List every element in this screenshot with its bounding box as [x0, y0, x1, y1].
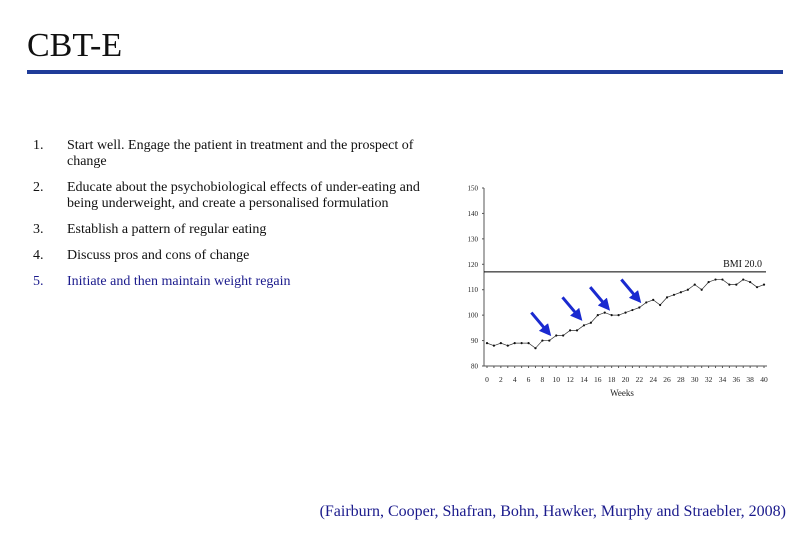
- x-tick-label: 28: [677, 375, 685, 384]
- arrow-icon: [621, 280, 637, 299]
- y-tick-label: 80: [471, 362, 478, 371]
- data-point: [708, 281, 710, 283]
- x-tick-label: 14: [580, 375, 588, 384]
- y-tick-label: 120: [467, 260, 478, 269]
- item-text: Discuss pros and cons of change: [67, 248, 250, 263]
- x-tick-label: 10: [552, 375, 560, 384]
- item-number: 4.: [33, 248, 44, 263]
- data-point: [514, 342, 516, 344]
- x-tick-label: 26: [663, 375, 671, 384]
- x-tick-label: 16: [594, 375, 602, 384]
- x-tick-label: 0: [485, 375, 489, 384]
- data-point: [617, 314, 619, 316]
- arrow-icon: [562, 297, 578, 316]
- arrow-icon: [590, 287, 606, 306]
- data-point: [597, 314, 599, 316]
- data-point: [742, 278, 744, 280]
- item-text: Start well. Engage the patient in treatment and the prospect of change: [67, 138, 414, 169]
- data-point: [521, 342, 523, 344]
- data-point: [507, 345, 509, 347]
- item-text: Educate about the psychobiological effects of under-eating and being underweight, and create a personalised formulation: [67, 180, 420, 211]
- data-point: [576, 329, 578, 331]
- data-point: [548, 339, 550, 341]
- data-point: [493, 345, 495, 347]
- data-point: [673, 294, 675, 296]
- x-tick-label: 34: [718, 375, 727, 384]
- data-point: [666, 296, 668, 298]
- data-point: [659, 304, 661, 306]
- data-point: [486, 342, 488, 344]
- data-point: [569, 329, 571, 331]
- y-tick-label: 110: [467, 286, 478, 295]
- slide-title: CBT-E: [27, 27, 123, 64]
- bmi-reference-label: BMI 20.0: [723, 258, 762, 270]
- data-point: [687, 289, 689, 291]
- data-point: [749, 281, 751, 283]
- y-tick-label: 100: [467, 311, 478, 320]
- data-point: [735, 284, 737, 286]
- data-point: [562, 334, 564, 336]
- y-tick-label: 130: [467, 235, 478, 244]
- item-text: Initiate and then maintain weight regain: [67, 274, 291, 289]
- data-point: [611, 314, 613, 316]
- data-point: [527, 342, 529, 344]
- x-tick-label: 2: [498, 375, 503, 384]
- data-point: [721, 278, 723, 280]
- arrow-icon: [531, 313, 547, 332]
- x-tick-label: 8: [540, 375, 545, 384]
- x-tick-label: 38: [746, 375, 754, 384]
- x-tick-label: 22: [635, 375, 644, 384]
- data-point: [694, 284, 696, 286]
- data-point: [624, 312, 626, 314]
- x-tick-label: 24: [649, 375, 657, 384]
- item-number: 3.: [33, 222, 44, 237]
- y-tick-label: 150: [467, 184, 478, 193]
- data-point: [534, 347, 536, 349]
- data-point: [714, 278, 716, 280]
- citation: (Fairburn, Cooper, Shafran, Bohn, Hawker, Murphy and Straebler, 2008): [319, 503, 786, 520]
- x-tick-label: 20: [621, 375, 630, 384]
- data-point: [604, 312, 606, 314]
- data-point: [763, 284, 765, 286]
- x-tick-label: 40: [760, 375, 768, 384]
- data-point: [652, 299, 654, 301]
- x-tick-label: 36: [732, 375, 741, 384]
- x-tick-label: 32: [704, 375, 713, 384]
- item-number: 2.: [33, 180, 44, 195]
- data-point: [631, 309, 633, 311]
- y-tick-label: 140: [467, 209, 478, 218]
- data-point: [541, 339, 543, 341]
- x-tick-label: 6: [526, 375, 531, 384]
- weight-series-line: [487, 280, 764, 349]
- data-point: [680, 291, 682, 293]
- data-point: [645, 301, 647, 303]
- x-tick-label: 18: [607, 375, 616, 384]
- data-point: [583, 324, 585, 326]
- data-point: [500, 342, 502, 344]
- data-point: [555, 334, 557, 336]
- data-point: [756, 286, 758, 288]
- data-point: [701, 289, 703, 291]
- item-text: Establish a pattern of regular eating: [67, 222, 267, 237]
- x-tick-label: 30: [691, 375, 699, 384]
- item-number: 1.: [33, 138, 44, 153]
- item-number: 5.: [33, 274, 44, 289]
- x-axis-label: Weeks: [610, 388, 634, 398]
- x-tick-label: 4: [512, 375, 517, 384]
- x-tick-label: 12: [566, 375, 574, 384]
- data-point: [728, 284, 730, 286]
- y-tick-label: 90: [471, 337, 478, 346]
- data-point: [590, 322, 592, 324]
- data-point: [638, 306, 640, 308]
